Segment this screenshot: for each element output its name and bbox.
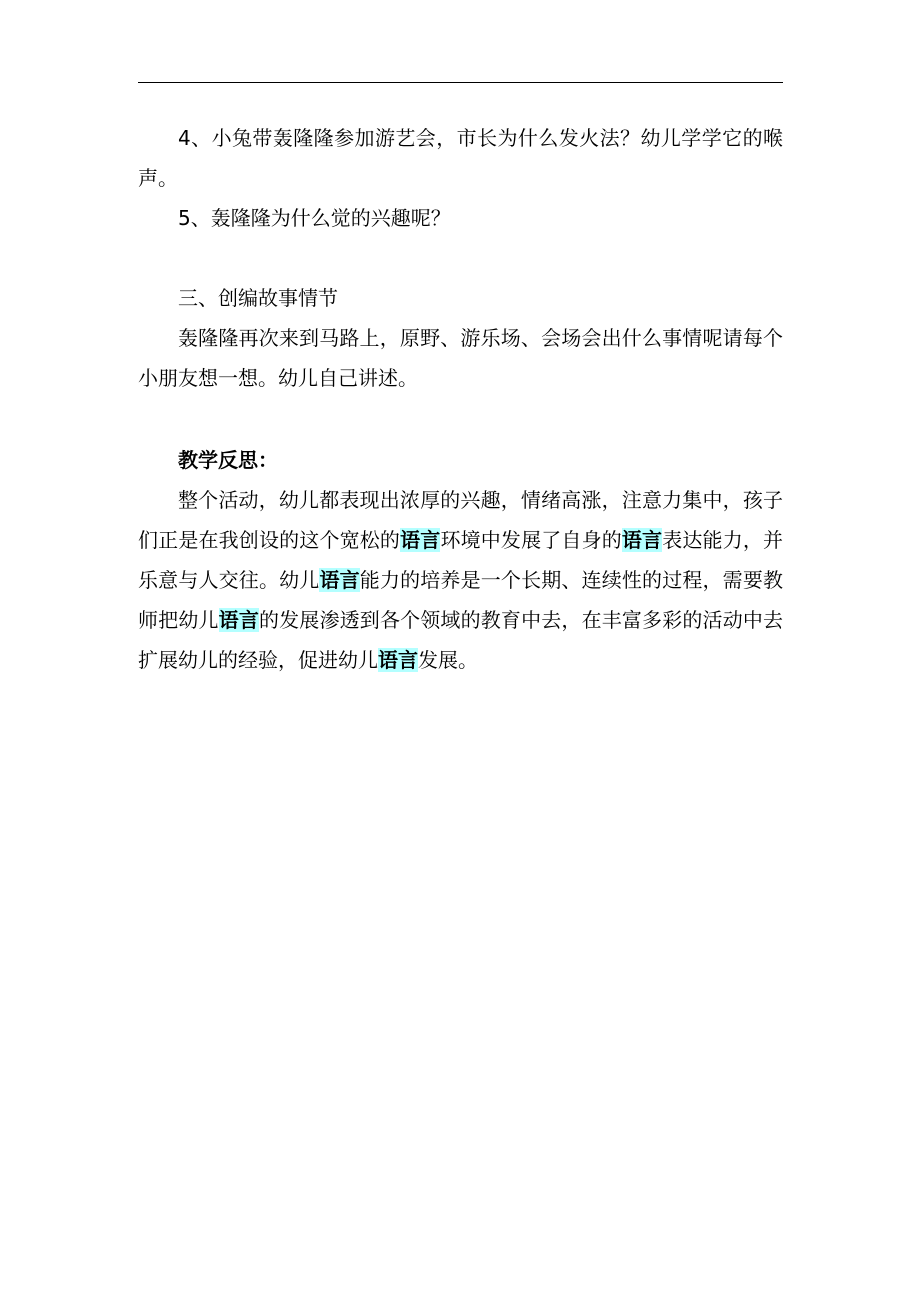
- highlighted-term: 语言: [218, 608, 259, 632]
- question-item-4: 4、小兔带轰隆隆参加游艺会，市长为什么发火法？幼儿学学它的喉声。: [138, 126, 783, 190]
- reflection-text: 能力的培养是一个长期、连续性的过程，需要教师把幼儿: [138, 568, 784, 632]
- highlighted-term: 语言: [378, 648, 418, 672]
- highlighted-term: 语言: [621, 528, 663, 552]
- highlighted-term: 语言: [400, 528, 441, 552]
- reflection-text: 整个活动，幼儿都表现出浓厚的兴趣，情绪高涨，注意力集中，孩子们正是在我创设的这个宽松的: [138, 488, 783, 552]
- reflection-text: 的发展渗透到各个领域的教育中去，在丰富多彩的活动中去扩展幼儿的经验，促进幼儿: [138, 608, 784, 672]
- reflection-paragraph: [138, 480, 783, 680]
- blank-line: [138, 238, 783, 278]
- reflection-heading: 教学反思：: [178, 448, 278, 472]
- question-item-5: 5、轰隆隆为什么觉的兴趣呢？: [178, 206, 451, 230]
- story-paragraph: 轰隆隆再次来到马路上，原野、游乐场、会场会出什么事情呢请每个小朋友想一想。幼儿自己讲述。: [138, 326, 783, 390]
- document-body: [138, 118, 783, 680]
- reflection-text: 环境中发展了自身的: [440, 528, 622, 552]
- reflection-text: 发展。: [418, 648, 478, 672]
- highlighted-term: 语言: [319, 568, 360, 592]
- reflection-text: 表达能力，并乐意与人交往。幼儿: [138, 528, 784, 592]
- header-rule: [138, 82, 783, 83]
- blank-line: [138, 398, 783, 440]
- section-heading: 三、创编故事情节: [178, 286, 338, 310]
